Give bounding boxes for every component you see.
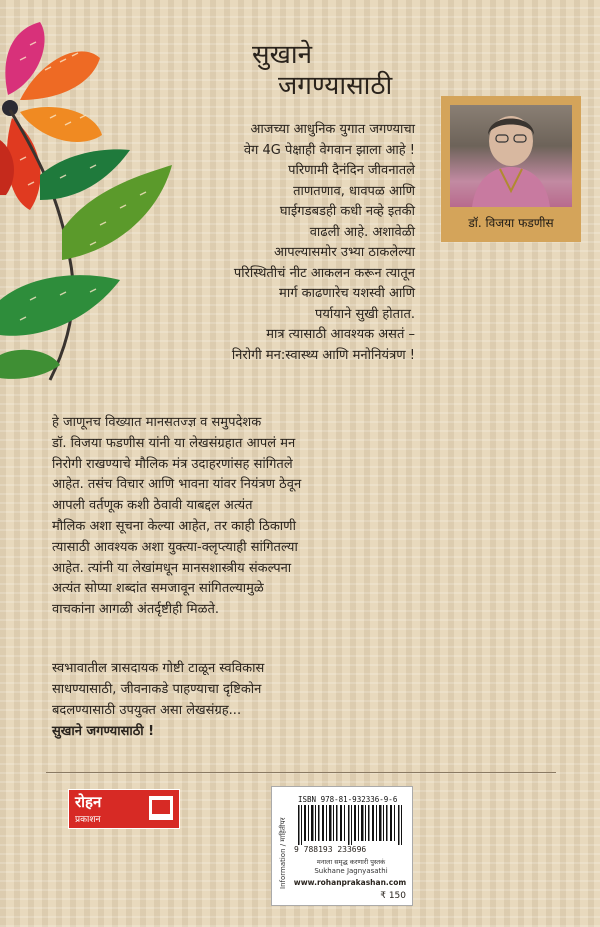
- body-line: निरोगी राखण्याचे मौलिक मंत्र उदाहरणांसह सांगितले: [52, 456, 293, 472]
- author-name: डॉ. विजया फडणीस: [468, 216, 554, 230]
- publisher-name: रोहन: [75, 793, 102, 811]
- author-photo-frame: [441, 96, 581, 242]
- body-line: हे जाणूनच विख्यात मानसतज्ज्ञ व समुपदेशक: [52, 415, 262, 430]
- intro-line: ताणतणाव, धावपळ आणि: [293, 183, 415, 199]
- isbn-text: ISBN 978-81-932336-9-6: [298, 795, 398, 804]
- category-label: Information / माहितीपर: [279, 817, 287, 889]
- body-line: अत्यंत सोप्या शब्दांत समजावून सांगितल्यामुळे: [52, 581, 264, 597]
- intro-line: पर्यायाने सुखी होतात.: [314, 306, 415, 322]
- intro-line: मार्ग काढणारेच यशस्वी आणि: [279, 286, 415, 301]
- title-english: Sukhane Jagnyasathi: [314, 867, 388, 875]
- intro-line: परिस्थितीचं नीट आकलन करून त्यातून: [233, 265, 415, 281]
- title-line-2: जगण्यासाठी: [278, 71, 393, 101]
- title-line-1: सुखाने: [252, 40, 313, 70]
- body-line: मौलिक अशा सूचना केल्या आहेत, तर काही ठिकाणी: [52, 518, 296, 534]
- intro-line: निरोगी मन:स्वास्थ्य आणि मनोनियंत्रण !: [231, 347, 415, 363]
- closing-line: बदलण्यासाठी उपयुक्त असा लेखसंग्रह...: [52, 703, 242, 718]
- closing-paragraph: [52, 658, 572, 742]
- barcode-icon: [296, 805, 406, 845]
- body-line: आहेत. त्यांनी या लेखांमधून मानसशास्त्रीय संकल्पना: [52, 560, 292, 576]
- body-line: त्यासाठी आवश्यक अशा युक्त्या-क्लृप्त्याही सांगितल्या: [52, 539, 298, 555]
- intro-line: परिणामी दैनंदिन जीवनातले: [288, 163, 415, 178]
- tagline: मनाला समृद्ध करणारी पुस्तकं: [316, 858, 386, 866]
- intro-line: आजच्या आधुनिक युगात जगण्याचा: [250, 122, 415, 137]
- barcode-number: 9 788193 233696: [294, 845, 367, 854]
- intro-line: मात्र त्यासाठी आवश्यक असतं –: [266, 327, 415, 342]
- body-line: वाचकांना आगळी अंतर्दृष्टीही मिळते.: [52, 602, 220, 618]
- author-photo: [450, 105, 572, 207]
- website: www.rohanprakashan.com: [293, 878, 407, 887]
- body-line: डॉ. विजया फडणीस यांनी या लेखसंग्रहात आपलं मन: [52, 435, 296, 451]
- book-title: [252, 40, 452, 102]
- publisher-logo: [68, 789, 180, 829]
- divider: [46, 772, 556, 773]
- publisher-sub: प्रकाशन: [75, 815, 101, 825]
- flower-center: [2, 100, 18, 116]
- intro-line: वाढली आहे. अशावेळी: [309, 224, 415, 240]
- closing-line: स्वभावातील त्रासदायक गोष्टी टाळून स्वविकास: [52, 661, 265, 676]
- body-line: आहेत. तसंच विचार आणि भावना यांवर नियंत्रण ठेवून: [52, 477, 302, 493]
- price: ₹ 150: [380, 891, 406, 901]
- intro-paragraph: [85, 120, 415, 366]
- barcode-panel: [271, 786, 413, 906]
- intro-line: आपल्यासमोर उभ्या ठाकलेल्या: [273, 245, 415, 260]
- intro-line: वेग 4G पेक्षाही वेगवान झाला आहे !: [243, 142, 415, 158]
- closing-title: सुखाने जगण्यासाठी !: [52, 724, 155, 739]
- body-line: आपली वर्तणूक कशी ठेवावी याबद्दल अत्यंत: [52, 498, 253, 514]
- closing-line: साधण्यासाठी, जीवनाकडे पाहण्याचा दृष्टिकोन: [52, 682, 262, 697]
- book-icon: [149, 796, 173, 820]
- body-paragraph: [52, 413, 572, 621]
- intro-line: घाईगडबडही कधी नव्हे इतकी: [279, 204, 415, 219]
